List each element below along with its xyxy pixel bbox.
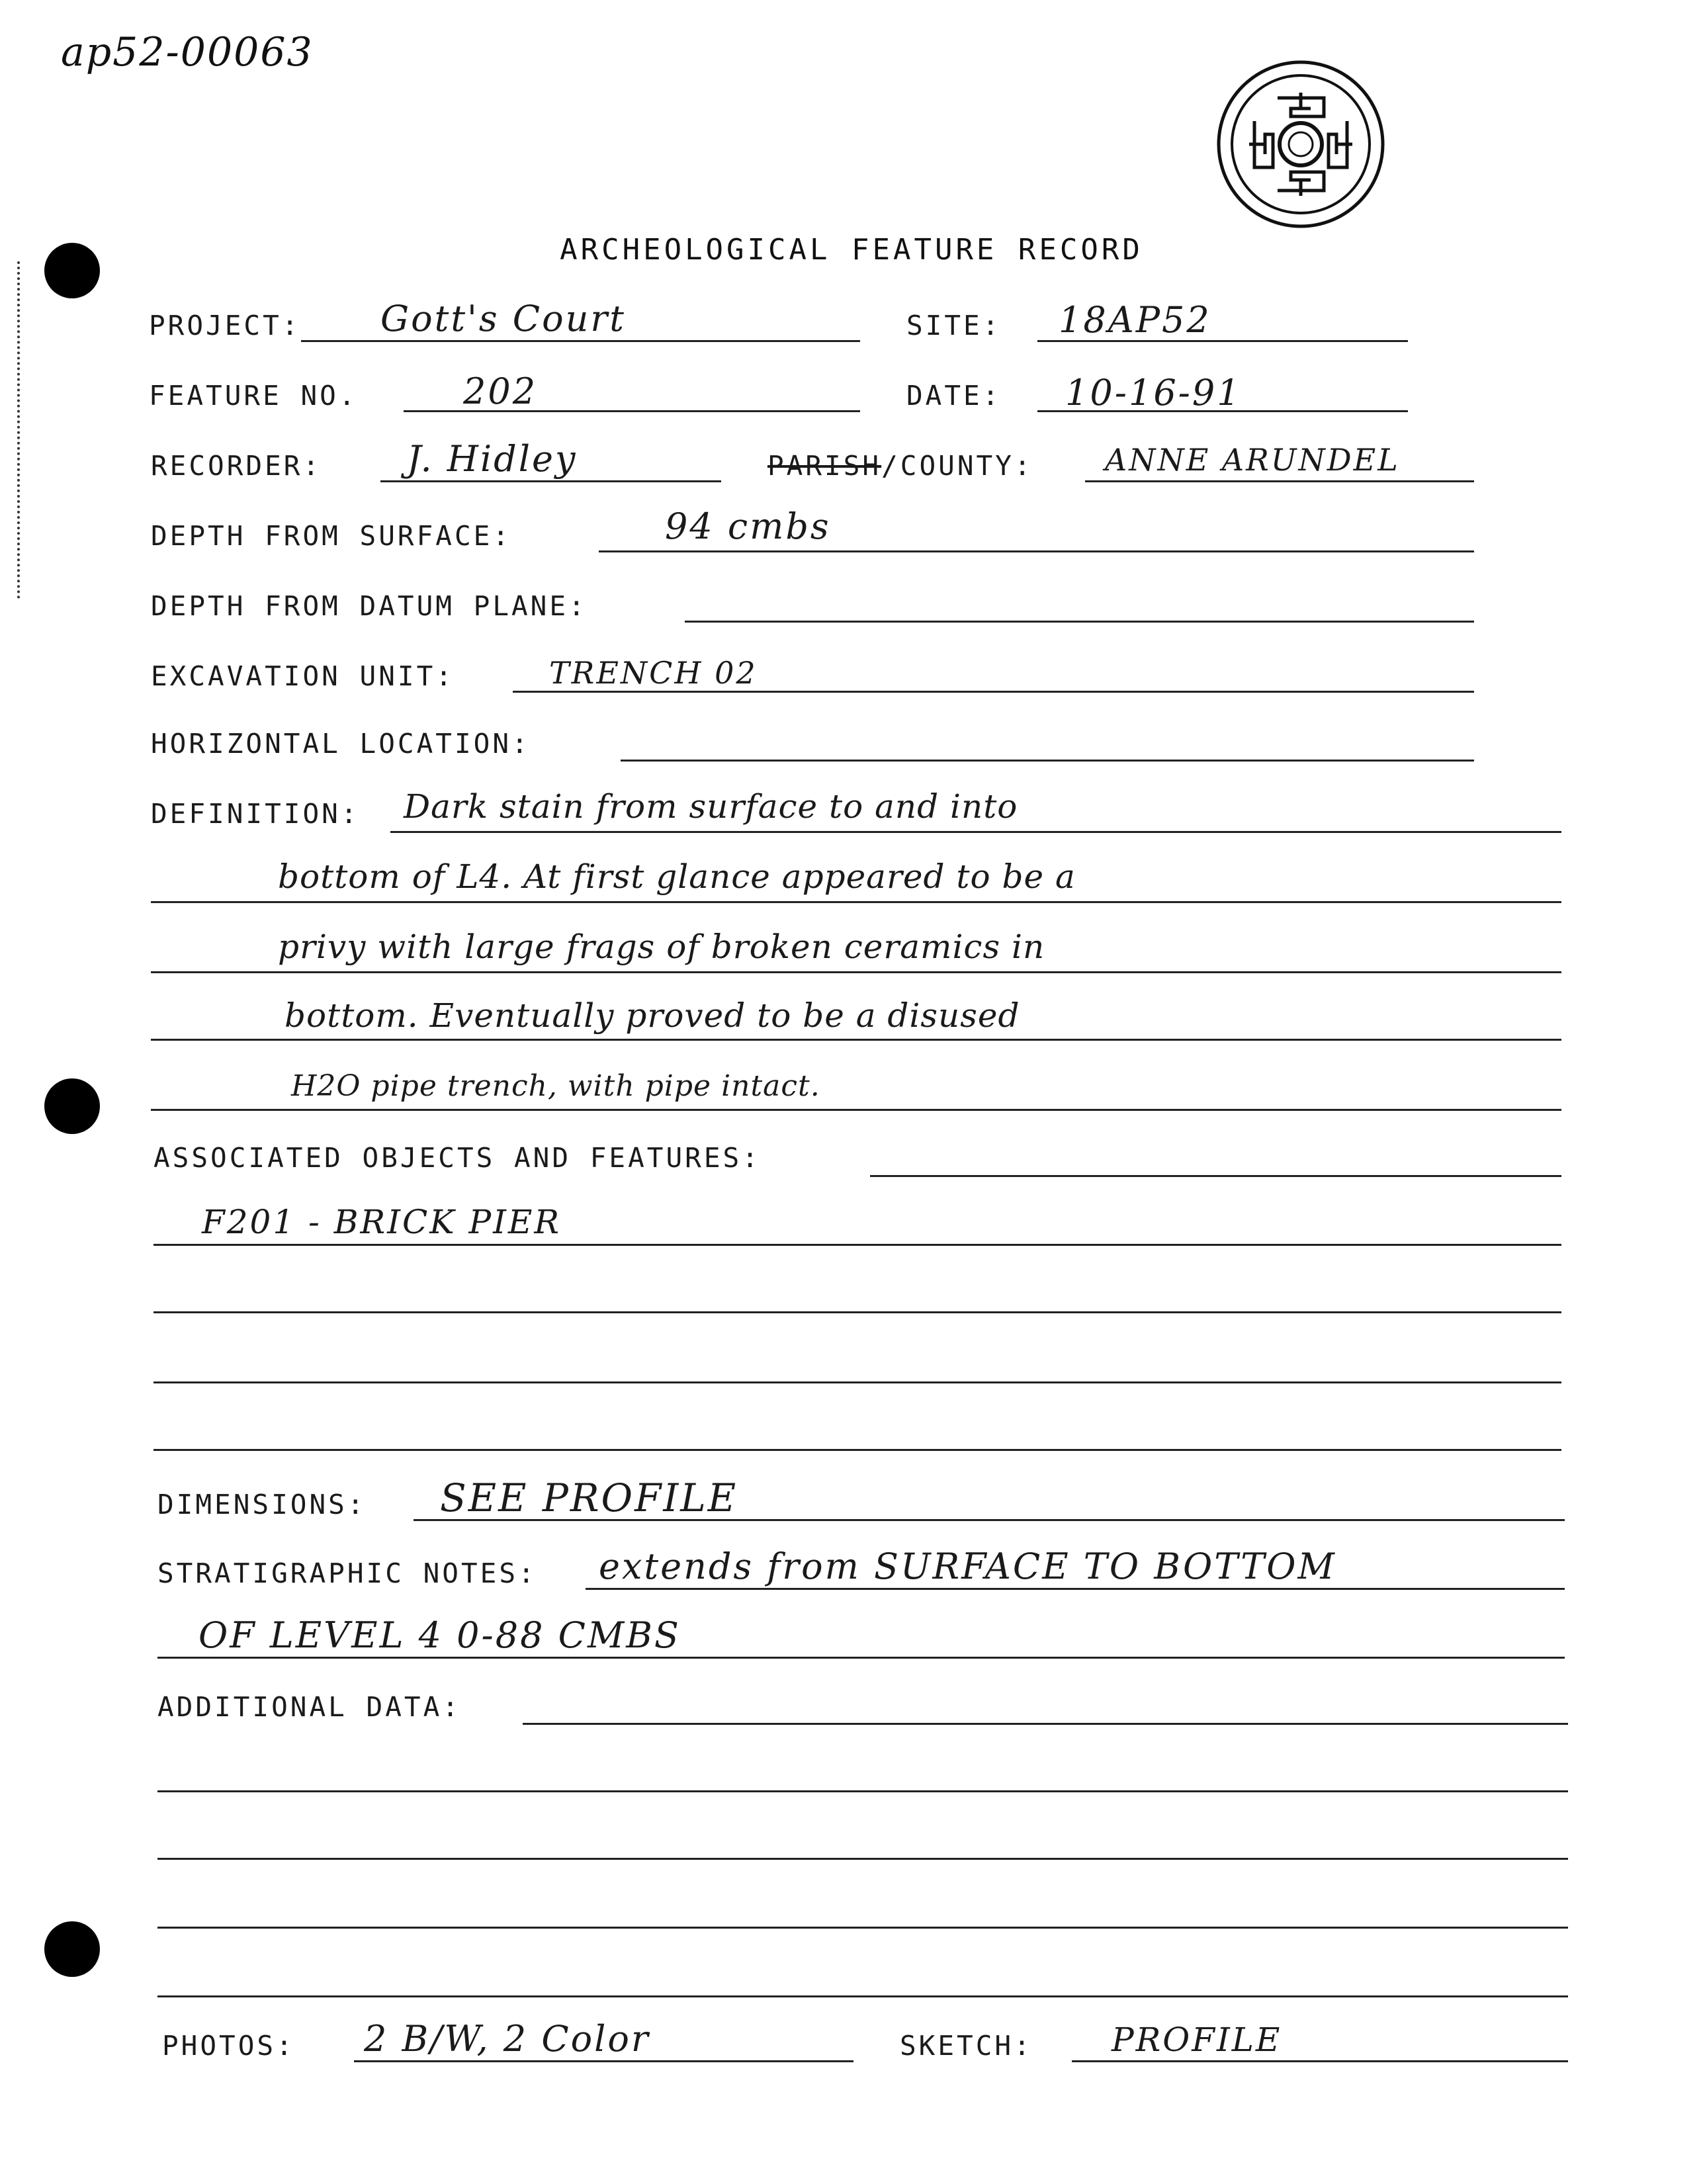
associated-label: ASSOCIATED OBJECTS AND FEATURES: [153,1142,761,1174]
additional-line-2 [157,1790,1568,1792]
feature-no-value[interactable]: 202 [463,371,538,412]
date-label: DATE: [906,380,1002,412]
document-id: ap52-00063 [61,29,314,75]
recorder-line [380,480,721,482]
photos-label: PHOTOS: [162,2030,295,2062]
additional-line-3 [157,1858,1568,1860]
depth-datum-label: DEPTH FROM DATUM PLANE: [151,590,588,622]
stratigraphic-line-2 [157,1657,1565,1659]
definition-line-2 [151,901,1561,903]
project-value[interactable]: Gott's Court [380,298,626,339]
sketch-value[interactable]: PROFILE [1112,2021,1282,2059]
photos-line [354,2060,853,2062]
county-value[interactable]: ANNE ARUNDEL [1105,442,1400,478]
definition-label: DEFINITION: [151,798,360,830]
definition-line-5 [151,1109,1561,1111]
associated-line-1 [153,1244,1561,1246]
definition-line-1 [390,831,1561,833]
excavation-unit-value[interactable]: TRENCH 02 [549,655,758,691]
project-label: PROJECT: [149,310,301,341]
punch-hole-bottom [44,1921,100,1977]
seal-logo-icon [1215,58,1387,230]
definition-text-5[interactable]: H2O pipe trench, with pipe intact. [291,1069,820,1103]
site-value[interactable]: 18AP52 [1059,299,1211,341]
definition-text-3[interactable]: privy with large frags of broken ceramics in [278,928,1045,966]
associated-line-4 [153,1449,1561,1451]
associated-line-3 [153,1381,1561,1383]
depth-surface-label: DEPTH FROM SURFACE: [151,520,511,552]
county-label: /COUNTY: [881,450,1033,482]
additional-label: ADDITIONAL DATA: [157,1691,461,1723]
county-label-group [767,450,1033,482]
additional-line-5 [157,1995,1568,1997]
associated-line-2 [153,1311,1561,1313]
binding-edge [17,261,20,599]
sketch-line [1072,2060,1568,2062]
stratigraphic-value-2[interactable]: OF LEVEL 4 0-88 CMBS [198,1614,681,1656]
recorder-value[interactable]: J. Hidley [407,438,578,480]
site-label: SITE: [906,310,1002,341]
stratigraphic-value-1[interactable]: extends from SURFACE TO BOTTOM [599,1546,1336,1587]
feature-no-label: FEATURE NO. [149,380,358,412]
depth-datum-line [685,621,1474,623]
depth-surface-line [599,550,1474,552]
sketch-label: SKETCH: [900,2030,1033,2062]
excavation-unit-label: EXCAVATION UNIT: [151,660,455,692]
additional-line-1 [523,1723,1568,1725]
recorder-label: RECORDER: [151,450,322,482]
definition-line-4 [151,1039,1561,1041]
definition-line-3 [151,971,1561,973]
project-line [301,340,860,342]
photos-value[interactable]: 2 B/W, 2 Color [364,2018,650,2060]
parish-label: PARISH [767,450,882,482]
associated-value-1[interactable]: F201 - BRICK PIER [202,1203,561,1241]
form-title: ARCHEOLOGICAL FEATURE RECORD [560,233,1143,267]
associated-line-0 [870,1175,1561,1177]
depth-surface-value[interactable]: 94 cmbs [665,505,831,547]
stratigraphic-label: STRATIGRAPHIC NOTES: [157,1557,537,1589]
horizontal-location-line [621,760,1474,762]
date-value[interactable]: 10-16-91 [1065,372,1242,414]
stratigraphic-line-1 [586,1588,1565,1590]
county-line [1085,480,1474,482]
horizontal-location-label: HORIZONTAL LOCATION: [151,728,531,760]
definition-text-2[interactable]: bottom of L4. At first glance appeared to be a [278,857,1076,896]
dimensions-value[interactable]: SEE PROFILE [440,1475,738,1520]
additional-line-4 [157,1927,1568,1929]
excavation-unit-line [513,691,1474,693]
definition-text-1[interactable]: Dark stain from surface to and into [404,787,1018,826]
dimensions-label: DIMENSIONS: [157,1489,367,1520]
punch-hole-middle [44,1078,100,1134]
definition-text-4[interactable]: bottom. Eventually proved to be a disused [284,996,1020,1035]
